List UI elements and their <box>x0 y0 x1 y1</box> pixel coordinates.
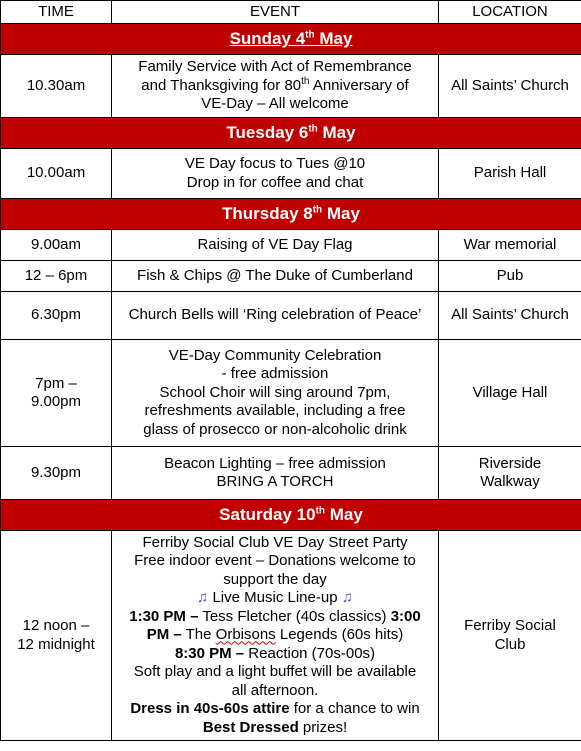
location-cell: Pub <box>439 261 581 292</box>
event-cell: Fish & Chips @ The Duke of Cumberland <box>112 261 439 292</box>
time-cell: 7pm – 9.00pm <box>1 340 112 447</box>
location-cell: Parish Hall <box>439 149 581 199</box>
location-cell: All Saints’ Church <box>439 55 581 118</box>
event-cell: Family Service with Act of Remembrance and Thanksgiving for 80th Anniversary of VE-Day – All welcome <box>112 55 439 118</box>
day-heading: Sunday 4th May <box>1 24 581 55</box>
time-cell: 12 – 6pm <box>1 261 112 292</box>
header-event: EVENT <box>112 1 439 24</box>
table-row <box>1 149 581 199</box>
music-note-icon: ♫ <box>197 589 209 607</box>
day-row-saturday <box>1 500 581 531</box>
table-row <box>1 230 581 261</box>
event-cell: Raising of VE Day Flag <box>112 230 439 261</box>
event-cell: Beacon Lighting – free admission BRING A TORCH <box>112 447 439 500</box>
day-row-thursday <box>1 199 581 230</box>
event-cell: Ferriby Social Club VE Day Street Party Free indoor event – Donations welcome to support the day ♫ Live Music Line-up ♫ 1:30 PM – Tess Fletcher (40s classics) 3:00 PM – The Orbisons Legends (60s hits) 8:30 PM – Reaction (70s-00s) Soft play and a light buffet will be available all afternoon. Dress in 40s-60s attire for a chance to win Best Dressed prizes! <box>112 531 439 741</box>
table-row <box>1 261 581 292</box>
table-row <box>1 447 581 500</box>
day-heading: Thursday 8th May <box>1 199 581 230</box>
location-cell: All Saints’ Church <box>439 292 581 340</box>
header-row <box>1 1 581 24</box>
table-row <box>1 55 581 118</box>
time-cell: 6.30pm <box>1 292 112 340</box>
music-note-icon: ♫ <box>341 589 353 607</box>
time-cell: 10.30am <box>1 55 112 118</box>
day-heading: Tuesday 6th May <box>1 118 581 149</box>
location-cell: Ferriby Social Club <box>439 531 581 741</box>
event-cell: Church Bells will ‘Ring celebration of Peace’ <box>112 292 439 340</box>
day-row-sunday <box>1 24 581 55</box>
event-cell: VE Day focus to Tues @10 Drop in for coffee and chat <box>112 149 439 199</box>
table-row <box>1 340 581 447</box>
time-cell: 9.30pm <box>1 447 112 500</box>
header-time: TIME <box>1 1 112 24</box>
time-cell: 12 noon – 12 midnight <box>1 531 112 741</box>
time-cell: 10.00am <box>1 149 112 199</box>
location-cell: Village Hall <box>439 340 581 447</box>
event-cell: VE-Day Community Celebration - free admission School Choir will sing around 7pm, refreshments available, including a free glass of prosecco or non-alcoholic drink <box>112 340 439 447</box>
header-location: LOCATION <box>439 1 581 24</box>
table-row <box>1 531 581 741</box>
table-row <box>1 292 581 340</box>
location-cell: Riverside Walkway <box>439 447 581 500</box>
day-row-tuesday <box>1 118 581 149</box>
location-cell: War memorial <box>439 230 581 261</box>
day-heading: Saturday 10th May <box>1 500 581 531</box>
time-cell: 9.00am <box>1 230 112 261</box>
